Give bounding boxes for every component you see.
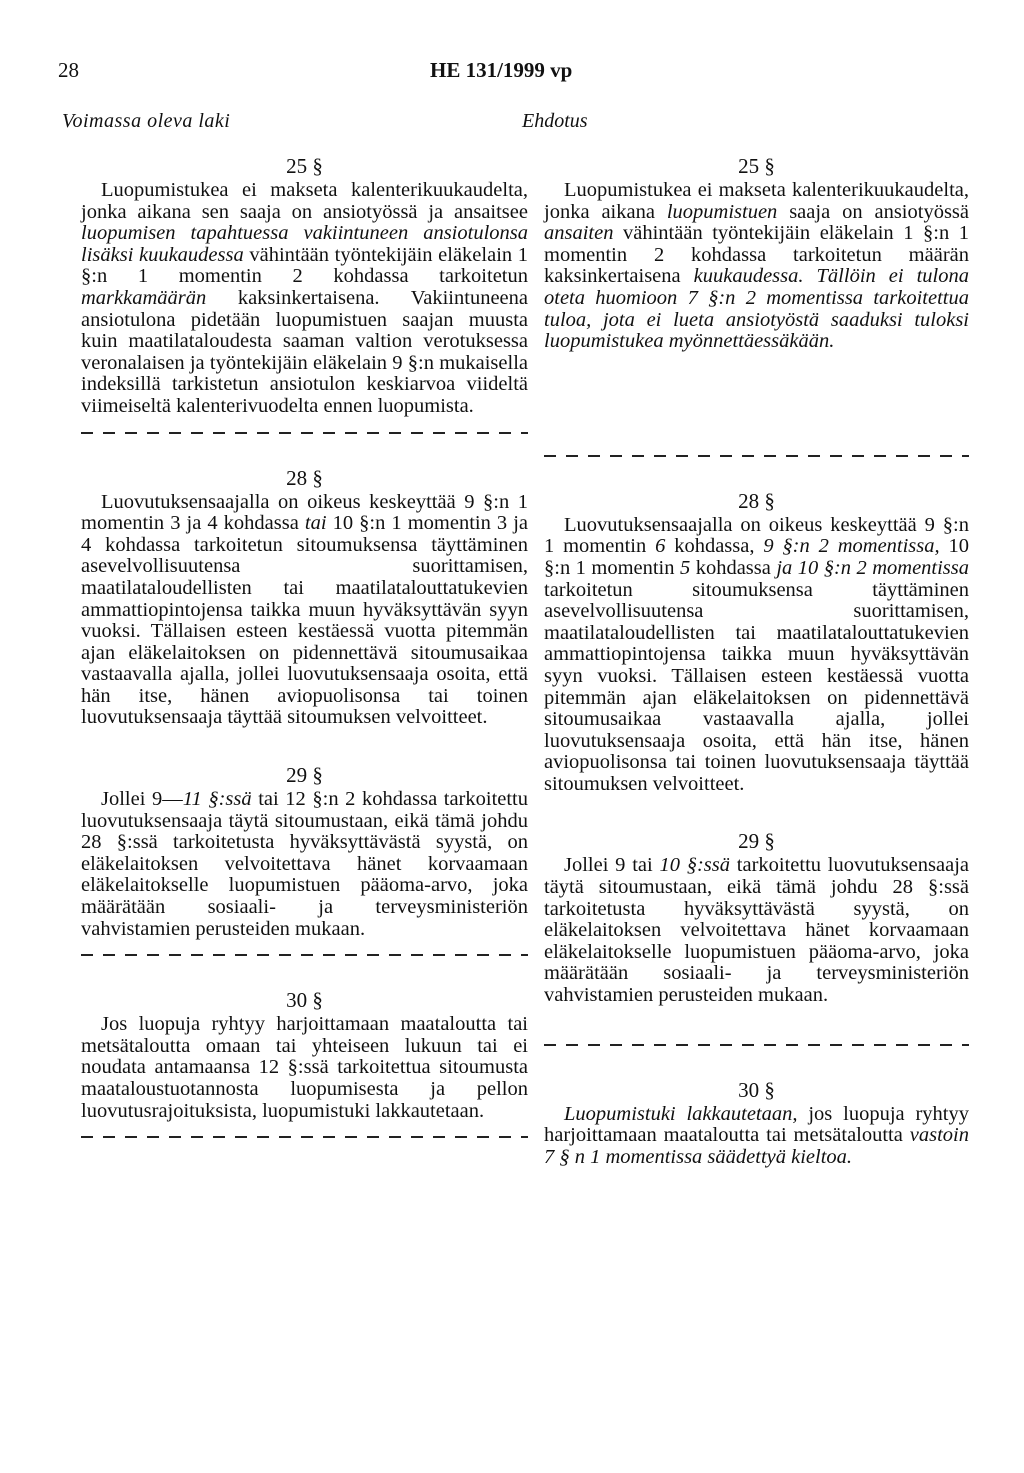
text-run: Luopumistukea ei makseta kalenterikuukaudelta, jonka aikana — [544, 179, 969, 223]
section-29-proposal — [544, 830, 969, 1051]
text-run: vähintään työntekijäin eläkelain 1 §:n 1 momentin 2 kohdassa tarkoitetun määrän kaksinkertaisena — [544, 222, 969, 288]
text-run: jos luopuja ryhtyy harjoittamaan maataloutta tai metsätaloutta — [544, 1102, 969, 1147]
section-heading: 30 § — [738, 1077, 775, 1102]
omission-dashes — [544, 443, 969, 463]
right-column-title: Ehdotus — [522, 110, 588, 132]
text-run: Luovutuksensaajalla on oikeus keskeyttää 9 §:n 1 momentin — [544, 513, 969, 558]
section-text — [544, 180, 969, 353]
section-heading: 28 § — [286, 465, 323, 490]
section-25-proposal — [544, 155, 969, 463]
italic-text-run: kuukaudessa. Tällöin ei tulona oteta huomioon 7 §:n 2 momentissa tarkoitettua tuloa, jota ei lueta ansiotyöstä saaduksi tuloksi luopumistukea myönnettäessäkään. — [544, 265, 969, 353]
section-text — [544, 515, 969, 796]
italic-text-run: Luopumistuki lakkautetaan, — [564, 1102, 798, 1125]
section-28-current — [81, 467, 528, 730]
text-run: Jollei 9— — [101, 788, 183, 811]
section-text — [544, 1104, 969, 1169]
section-heading: 29 § — [286, 763, 323, 788]
omission-dashes — [81, 420, 528, 440]
section-text — [81, 492, 528, 730]
text-run: 10 §:n 1 momentin 3 ja 4 kohdassa tarkoitetun sitoumuksensa täyttäminen asevelvollisuutensa suorittamisen, maatilataloudellisten tai maatilatalouttatukevien ammattiopintojensa taikka muun hyväksyttävän syyn vuoksi. Tällaisen esteen kestäessä vuotta pitemmän ajan eläkelaitoksen on pidennettävä sitoumusaikaa vastaavalla ajalla, jollei luovutuksensaaja osoita, että hän itse, hänen aviopuolisonsa tai toinen luovutuksensaaja täyttää sitoumuksen velvoitteet. — [81, 512, 528, 729]
italic-text-run: luopumistuen — [666, 200, 778, 223]
text-run: tarkoitettu luovutuksensaaja täytä sitoumustaan, eikä tämä johdu 28 §:ssä tarkoitetusta hyväksyttävästä syystä, on eläkelaitoksen velvoitettava hänet korvaamaan eläkelaitokselle luopumistuen pääoma-arvo, joka määrätään sosiaali- ja terveysministeriön vahvistamien perusteiden mukaan. — [544, 854, 969, 1007]
italic-text-run: 11 §:ssä — [182, 788, 252, 811]
omission-dashes — [81, 942, 528, 962]
italic-text-run: markkamäärän — [81, 286, 207, 309]
proposal-column — [544, 155, 969, 1168]
section-29-current — [81, 764, 528, 962]
italic-text-run: 10 §:ssä — [659, 854, 731, 877]
section-28-proposal — [544, 490, 969, 796]
italic-text-run: 5 — [679, 556, 691, 579]
section-heading: 30 § — [286, 988, 323, 1013]
page-number: 28 — [58, 58, 79, 82]
left-column-title: Voimassa oleva laki — [62, 110, 231, 132]
text-run: kohdassa, — [665, 535, 764, 558]
italic-text-run: ansaiten — [544, 222, 614, 245]
section-text — [544, 855, 969, 1006]
italic-text-run: vastoin 7 § n 1 momentissa säädettyä kieltoa. — [544, 1124, 969, 1168]
document-id: HE 131/1999 vp — [430, 58, 573, 82]
section-text — [81, 180, 528, 418]
text-run: Jollei 9 tai — [564, 854, 660, 877]
text-run: vähintään työntekijäin eläkelain 1 §:n 1 momentin 2 kohdassa tarkoitetun — [81, 243, 528, 288]
section-heading: 28 § — [738, 488, 775, 513]
section-text — [81, 789, 528, 940]
text-run: Luopumistukea ei makseta kalenterikuukaudelta, jonka aikana sen saaja on ansiotyössä ja ansaitsee — [81, 179, 528, 223]
italic-text-run: 9 §:n 2 momentissa, — [763, 535, 940, 558]
text-run: tarkoitetun sitoumuksensa täyttäminen asevelvollisuutensa suorittamisen, maatilataloudellisten tai maatilatalouttatukevien ammattiopintojensa taikka muun hyväksyttävän syyn vuoksi. Tällaisen esteen kestäessä vuotta pitemmän ajan eläkelaitoksen on pidennettävä sitoumusaikaa vastaavalla ajalla, jollei luovutuksensaaja osoita, että hän itse, hänen aviopuolisonsa tai toinen luovutuksensaaja täyttää sitoumuksen velvoitteet. — [544, 578, 969, 795]
italic-text-run: luopumisen tapahtuessa vakiintuneen ansiotulonsa lisäksi kuukaudessa — [81, 222, 528, 266]
text-run: saaja on ansiotyössä — [777, 200, 969, 223]
current-law-column — [81, 155, 528, 1144]
omission-dashes — [544, 1032, 969, 1052]
section-heading: 29 § — [738, 829, 775, 854]
section-30-proposal — [544, 1079, 969, 1169]
text-run: tai 12 §:n 2 kohdassa tarkoitettu luovutuksensaaja täytä sitoumustaan, eikä tämä johdu 28 §:ssä tarkoitetusta hyväksyttävästä syystä, on eläkelaitoksen velvoitettava hänet korvaamaan eläkelaitokselle luopumistuen pääoma-arvo, joka määrätään sosiaali- ja terveysministeriön vahvistamien perusteiden mukaan. — [81, 788, 529, 940]
section-heading: 25 § — [286, 154, 323, 178]
italic-text-run: 6 — [655, 535, 666, 558]
italic-text-run: ja 10 §:n 2 momentissa — [776, 556, 970, 579]
text-run: Luovutuksensaajalla on oikeus keskeyttää 9 §:n 1 momentin 3 ja 4 kohdassa — [81, 490, 528, 535]
omission-dashes — [81, 1124, 528, 1144]
text-run: kaksinkertaisena. Vakiintuneena ansiotulona pidetään luopumistuen saajan muusta kuin maatilataloudesta saaman valtion verotuksessa veronalaisen ja työntekijäin eläkelain 9 §:n mukaisella indeksillä tarkistetun ansiotulon keskiarvoa viideltä viimeiseltä kalenterivuodelta ennen luopumista. — [81, 286, 528, 417]
section-25-current — [81, 155, 528, 440]
section-text — [81, 1014, 528, 1122]
page-header — [0, 0, 1024, 100]
section-30-current — [81, 989, 528, 1144]
text-run: 10 §:n 1 momentin — [544, 535, 969, 579]
section-heading: 25 § — [738, 154, 775, 178]
text-run: kohdassa — [690, 556, 777, 579]
italic-text-run: tai — [304, 512, 327, 535]
text-run: Jos luopuja ryhtyy harjoittamaan maataloutta tai metsätaloutta omaan tai yhteiseen lukuun tai ei noudata antamaansa 12 §:ssä tarkoitettua sitoumusta maataloustuotannosta luopumisesta ja pellon luovutusrajoituksista, luopumistuki lakkautetaan. — [81, 1013, 528, 1122]
